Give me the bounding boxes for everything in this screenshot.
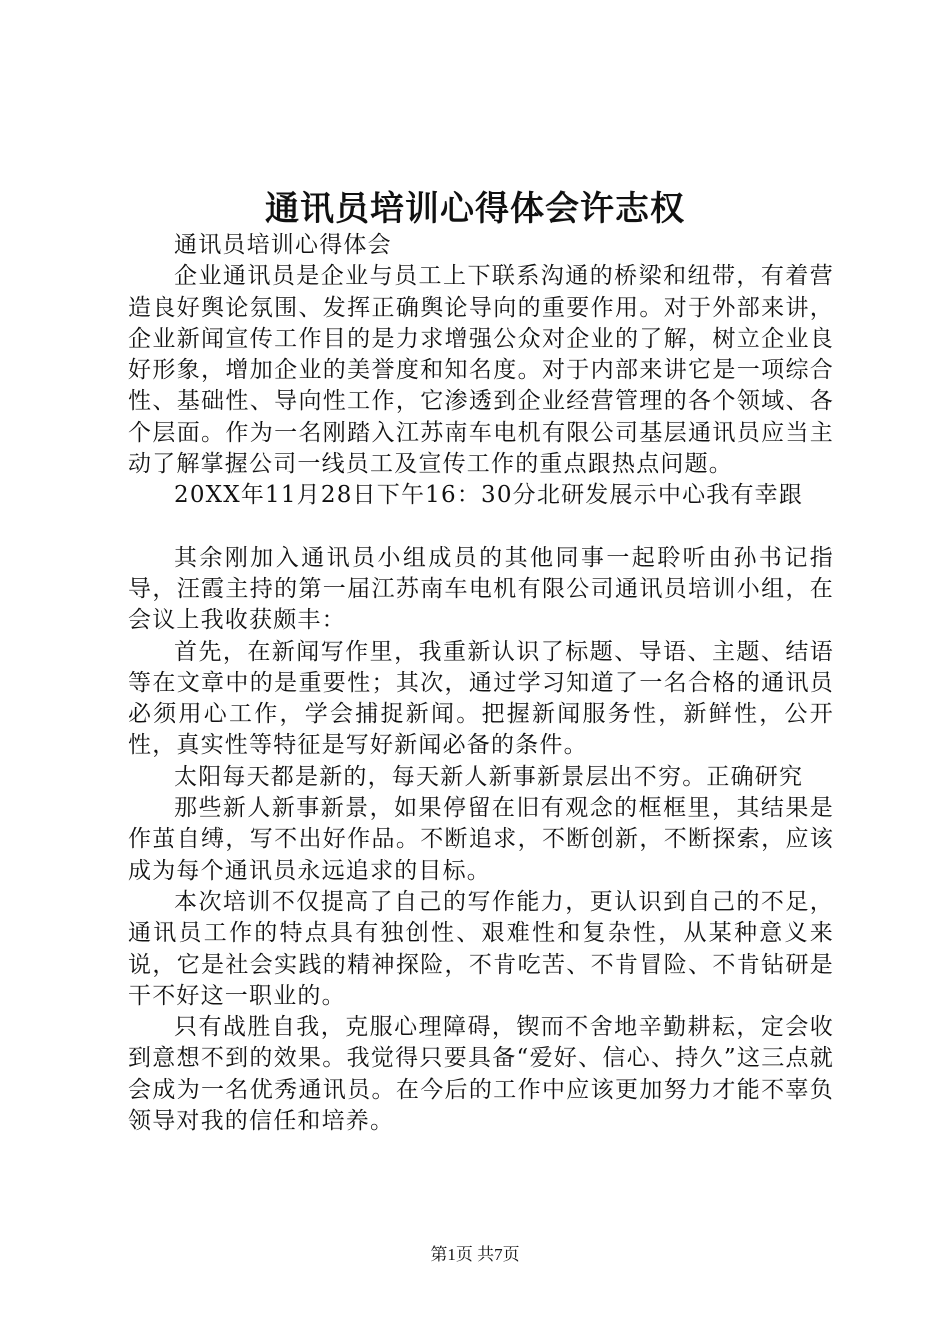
page-number-footer: 第1页 共7页 <box>430 1245 520 1264</box>
paragraph: 其余刚加入通讯员小组成员的其他同事一起聆听由孙书记指导，汪霞主持的第一届江苏南车电机有限公司通讯员培训小组，在会议上我收获颇丰： <box>128 544 834 634</box>
paragraph: 首先，在新闻写作里，我重新认识了标题、导语、主题、结语等在文章中的是重要性；其次，通过学习知道了一名合格的通讯员必须用心工作，学会捕捉新闻。把握新闻服务性，新鲜性，公开性，真实性等特征是写好新闻必备的条件。 <box>128 638 834 759</box>
paragraph: 本次培训不仅提高了自己的写作能力，更认识到自己的不足，通讯员工作的特点具有独创性、艰难性和复杂性，从某种意义来说，它是社会实践的精神探险，不肯吃苦、不肯冒险、不肯钻研是干不好这一职业的。 <box>128 888 834 1009</box>
document-title: 通讯员培训心得体会许志权 <box>265 189 685 229</box>
document-body <box>128 230 834 1137</box>
paragraph: 企业通讯员是企业与员工上下联系沟通的桥梁和纽带，有着营造良好舆论氛围、发挥正确舆论导向的重要作用。对于外部来讲，企业新闻宣传工作目的是力求增强公众对企业的了解，树立企业良好形象，增加企业的美誉度和知名度。对于内部来讲它是一项综合性、基础性、导向性工作，它渗透到企业经营管理的各个领域、各个层面。作为一名刚踏入江苏南车电机有限公司基层通讯员应当主动了解掌握公司一线员工及宣传工作的重点跟热点问题。 <box>128 263 834 478</box>
paragraph: 20XX年11月28日下午16：30分北研发展示中心我有幸跟 <box>174 482 804 509</box>
paragraph: 那些新人新事新景，如果停留在旧有观念的框框里，其结果是作茧自缚，写不出好作品。不断追求，不断创新，不断探索，应该成为每个通讯员永远追求的目标。 <box>128 795 834 884</box>
paragraph-subtitle: 通讯员培训心得体会 <box>174 232 392 258</box>
paragraph: 只有战胜自我，克服心理障碍，锲而不舍地辛勤耕耘，定会收到意想不到的效果。我觉得只要具备“爱好、信心、持久”这三点就会成为一名优秀通讯员。在今后的工作中应该更加努力才能不辜负领导对我的信任和培养。 <box>128 1014 834 1135</box>
paragraph: 太阳每天都是新的，每天新人新事新景层出不穷。正确研究 <box>174 763 804 790</box>
